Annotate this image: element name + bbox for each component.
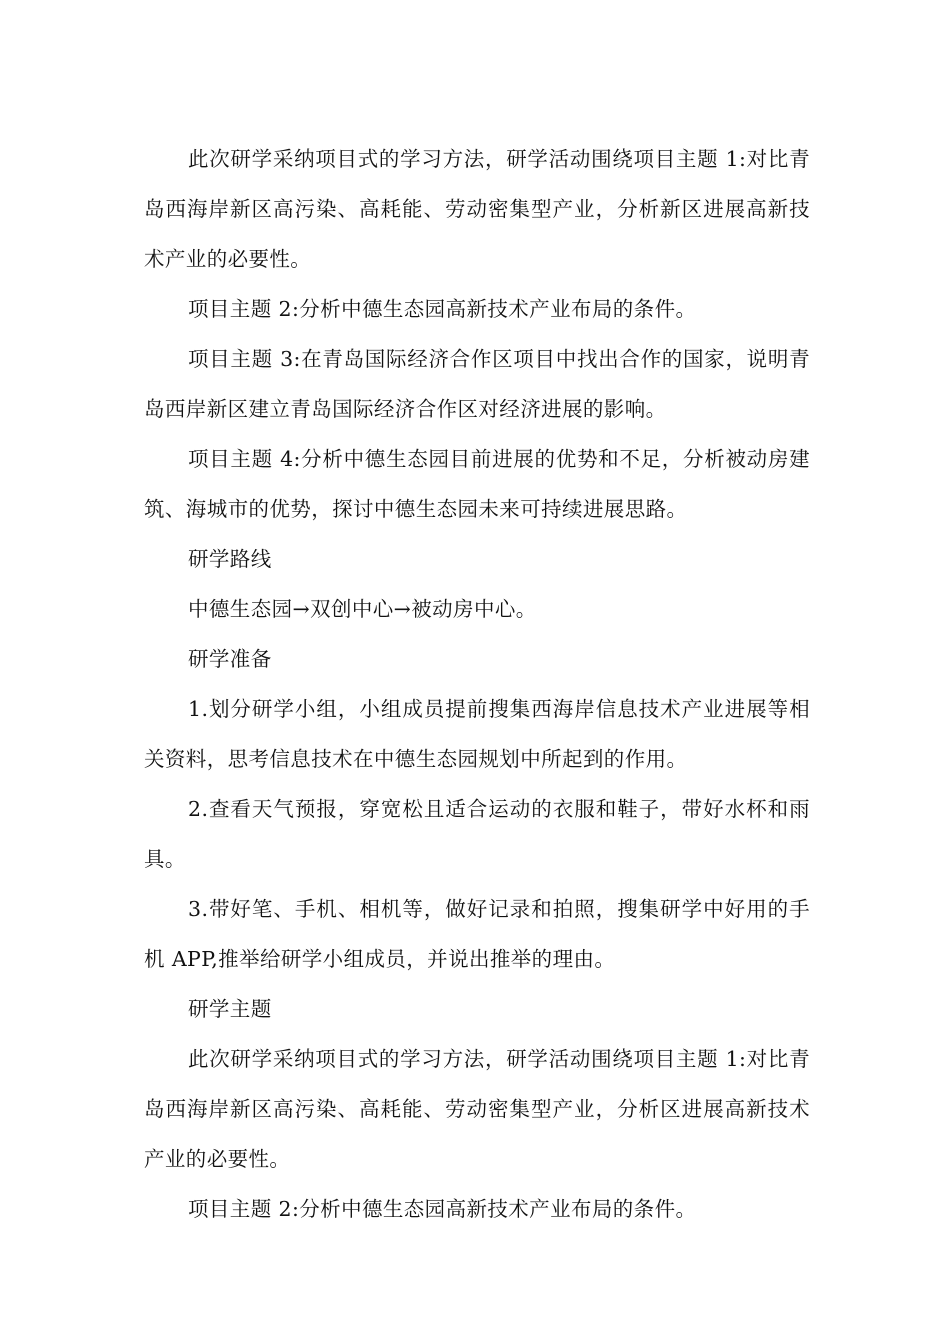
paragraph-theme-4: 项目主题 4:分析中德生态园目前进展的优势和不足，分析被动房建筑、海城市的优势，探讨中德生态园未来可持续进展思路。 (144, 447, 810, 521)
paragraph-prep-3: 3.带好笔、手机、相机等，做好记录和拍照，搜集研学中好用的手机 APP,推举给研学小组成员，并说出推举的理由。 (144, 897, 810, 971)
heading-theme: 研学主题 (188, 997, 272, 1021)
paragraph-prep-1: 1.划分研学小组，小组成员提前搜集西海岸信息技术产业进展等相关资料，思考信息技术在中德生态园规划中所起到的作用。 (144, 697, 810, 771)
paragraph-theme-2-repeat: 项目主题 2:分析中德生态园高新技术产业布局的条件。 (188, 1197, 697, 1221)
paragraph-prep-2: 2.查看天气预报，穿宽松且适合运动的衣服和鞋子，带好水杯和雨具。 (144, 797, 810, 871)
paragraph-theme-intro: 此次研学采纳项目式的学习方法，研学活动围绕项目主题 1:对比青岛西海岸新区高污染、高耗能、劳动密集型产业，分析区进展高新技术产业的必要性。 (144, 1047, 810, 1171)
document-body (144, 134, 810, 1234)
paragraph-intro: 此次研学采纳项目式的学习方法，研学活动围绕项目主题 1:对比青岛西海岸新区高污染、高耗能、劳动密集型产业，分析新区进展高新技术产业的必要性。 (144, 147, 810, 271)
heading-preparation: 研学准备 (188, 647, 272, 671)
paragraph-theme-3: 项目主题 3:在青岛国际经济合作区项目中找出合作的国家，说明青岛西岸新区建立青岛国际经济合作区对经济进展的影响。 (144, 347, 810, 421)
paragraph-theme-2: 项目主题 2:分析中德生态园高新技术产业布局的条件。 (188, 297, 697, 321)
paragraph-route: 中德生态园→双创中心→被动房中心。 (188, 597, 537, 621)
heading-route: 研学路线 (188, 547, 272, 571)
